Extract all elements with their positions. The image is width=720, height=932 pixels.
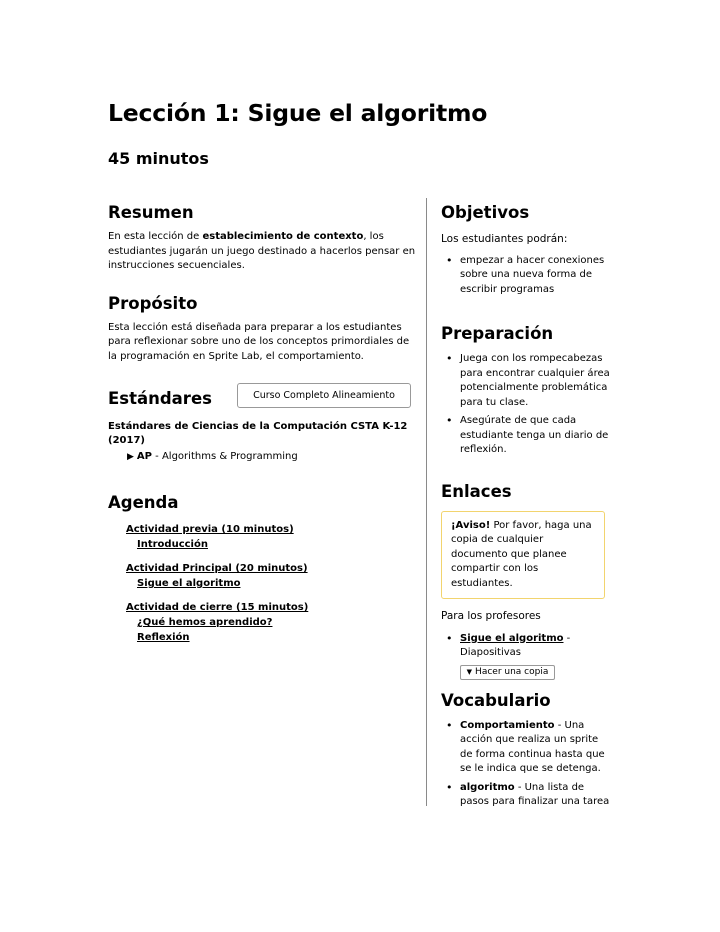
caret-down-icon: ▼ [466, 668, 473, 676]
agenda-section [108, 492, 416, 645]
slides-link-suffix: - Diapositivas [460, 632, 571, 658]
list-item: • Asegúrate de que cada estudiante tenga un diario de reflexión. [441, 414, 613, 458]
vocab-term: algoritmo [460, 781, 515, 793]
agenda-link-reflexion[interactable]: Reflexión [137, 632, 190, 643]
agenda-link-actividad-principal[interactable]: Actividad Principal (20 minutos) [126, 563, 308, 574]
notice-box [441, 511, 605, 600]
expand-triangle-icon[interactable]: ▶ [127, 452, 134, 462]
objetivos-list [441, 254, 613, 298]
make-copy-button[interactable] [460, 665, 555, 680]
proposito-heading: Propósito [108, 293, 198, 313]
estandares-section [108, 388, 416, 464]
make-copy-label: Hacer una copia [475, 667, 549, 677]
vocabulario-heading: Vocabulario [441, 690, 551, 710]
resumen-heading: Resumen [108, 203, 194, 222]
preparacion-heading: Preparación [441, 324, 554, 343]
agenda-group [126, 522, 416, 552]
standard-code: AP [136, 451, 152, 462]
course-alignment-button[interactable]: Curso Completo Alineamiento [237, 383, 411, 408]
agenda-group [126, 561, 416, 591]
teachers-label: Para los profesores [441, 610, 541, 622]
resumen-text-bold: establecimiento de contexto [202, 231, 364, 242]
column-divider [426, 198, 427, 806]
agenda-link-que-hemos-aprendido[interactable]: ¿Qué hemos aprendido? [137, 617, 273, 628]
resumen-text-start: En esta lección de [108, 231, 203, 242]
preparacion-list [441, 352, 613, 458]
notice-text: Por favor, haga una copia de cualquier documento que planee compartir con los estudiantes. [451, 519, 592, 589]
vocab-term: Comportamiento [460, 719, 555, 731]
list-item: • empezar a hacer conexiones sobre una nueva forma de escribir programas [441, 254, 613, 298]
slides-link[interactable]: Sigue el algoritmo [460, 632, 564, 644]
list-item [441, 632, 613, 661]
enlaces-heading: Enlaces [441, 481, 512, 501]
agenda-group [126, 600, 416, 645]
resumen-section [108, 202, 416, 274]
lesson-duration: 45 minutos [108, 149, 209, 168]
proposito-section [108, 293, 416, 365]
left-column [108, 202, 416, 654]
objetivos-section [441, 202, 613, 297]
list-item: • Juega con los rompecabezas para encontrar cualquier área potencialmente problemática para tu clase. [441, 352, 613, 410]
vocabulario-section [441, 690, 613, 810]
proposito-text: Esta lección está diseñada para preparar a los estudiantes para reflexionar sobre uno de los conceptos primordiales de la programación en Sprite Lab, el comportamiento. [108, 321, 410, 362]
list-item [441, 719, 613, 777]
teacher-links-list [441, 632, 613, 661]
agenda-link-introduccion[interactable]: Introducción [137, 539, 208, 550]
objetivos-intro: Los estudiantes podrán: [441, 233, 568, 245]
resumen-text-end: , los estudiantes jugarán un juego destinado a hacerlos pensar en instrucciones secuenciales. [108, 231, 416, 271]
agenda-link-actividad-cierre[interactable]: Actividad de cierre (15 minutos) [126, 602, 309, 613]
objetivos-heading: Objetivos [441, 203, 530, 222]
right-column [441, 202, 613, 814]
agenda-list [108, 522, 416, 645]
standard-item[interactable] [127, 450, 416, 464]
resumen-text [108, 230, 416, 274]
standard-description: - Algorithms & Programming [152, 451, 298, 462]
vocabulario-list [441, 719, 613, 810]
notice-label: ¡Aviso! [451, 519, 491, 531]
preparacion-section [441, 323, 613, 458]
list-item [441, 781, 613, 810]
enlaces-section [441, 481, 613, 680]
estandares-heading: Estándares [108, 389, 212, 408]
vocab-definition: - Una acción que realiza un sprite de forma continua hasta que se le indica que se detenga. [460, 719, 605, 774]
agenda-link-sigue-el-algoritmo[interactable]: Sigue el algoritmo [137, 578, 241, 589]
vocab-definition: - Una lista de pasos para finalizar una tarea [460, 781, 610, 807]
agenda-heading: Agenda [108, 493, 179, 512]
agenda-link-actividad-previa[interactable]: Actividad previa (10 minutos) [126, 524, 294, 535]
page-title: Lección 1: Sigue el algoritmo [108, 99, 488, 127]
standards-framework: Estándares de Ciencias de la Computación CSTA K-12 (2017) [108, 421, 408, 446]
